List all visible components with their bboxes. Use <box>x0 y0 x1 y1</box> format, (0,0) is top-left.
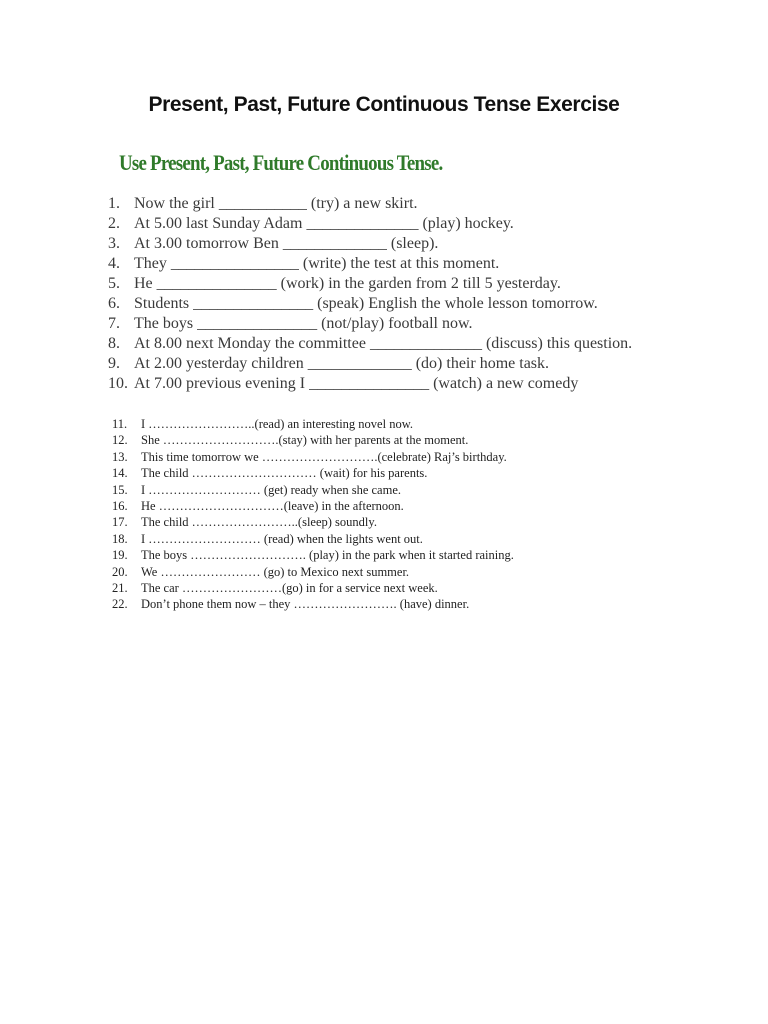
exercise-text: I ……………………..(read) an interesting novel now. <box>141 417 414 431</box>
exercise-number: 15. <box>112 482 128 497</box>
exercise-number: 18. <box>112 531 128 546</box>
exercise-item <box>108 334 728 354</box>
exercise-item <box>112 580 712 596</box>
exercise-text: At 7.00 previous evening I _______________ (watch) a new comedy <box>134 375 579 392</box>
exercise-number: 3. <box>108 235 120 252</box>
exercise-item <box>112 432 712 448</box>
exercise-item <box>112 482 712 498</box>
exercise-text: This time tomorrow we ……………………….(celebrate) Raj’s birthday. <box>141 449 507 464</box>
exercise-text: I ……………………… (read) when the lights went out. <box>141 531 423 546</box>
exercise-number: 9. <box>108 355 120 372</box>
exercise-number: 8. <box>108 335 120 352</box>
exercise-number: 2. <box>108 215 120 232</box>
exercise-list-part1 <box>108 194 728 394</box>
exercise-text: They ________________ (write) the test at this moment. <box>134 255 500 272</box>
exercise-text: The child ………………………… (wait) for his parents. <box>141 466 428 481</box>
exercise-number: 21. <box>112 581 128 596</box>
exercise-text: At 8.00 next Monday the committee ______________ (discuss) this question. <box>134 335 633 352</box>
exercise-item <box>108 314 728 334</box>
exercise-text: I ……………………… (get) ready when she came. <box>141 482 401 497</box>
exercise-number: 22. <box>112 597 128 612</box>
exercise-text: He _______________ (work) in the garden from 2 till 5 yesterday. <box>134 275 561 292</box>
exercise-list-part2 <box>112 416 712 613</box>
exercise-item <box>112 547 712 563</box>
exercise-item <box>112 531 712 547</box>
exercise-number: 14. <box>112 466 128 481</box>
exercise-item <box>108 254 728 274</box>
exercise-item <box>108 194 728 214</box>
page-title: Present, Past, Future Continuous Tense Exercise <box>148 93 620 116</box>
exercise-item <box>108 354 728 374</box>
exercise-number: 19. <box>112 548 128 563</box>
exercise-text: He …………………………(leave) in the afternoon. <box>141 499 404 514</box>
exercise-number: 10. <box>108 375 128 392</box>
exercise-item <box>112 564 712 580</box>
exercise-text: At 5.00 last Sunday Adam ______________ (play) hockey. <box>134 215 514 232</box>
exercise-item <box>108 274 728 294</box>
exercise-number: 13. <box>112 449 128 464</box>
exercise-text: Students _______________ (speak) English the whole lesson tomorrow. <box>134 295 598 312</box>
exercise-item <box>112 596 712 612</box>
exercise-text: The boys ………………………. (play) in the park when it started raining. <box>141 548 514 563</box>
exercise-text: At 2.00 yesterday children _____________ (do) their home task. <box>134 355 550 372</box>
exercise-number: 7. <box>108 315 120 332</box>
exercise-text: We …………………… (go) to Mexico next summer. <box>141 564 410 579</box>
exercise-number: 6. <box>108 295 120 312</box>
exercise-text: She ……………………….(stay) with her parents at the moment. <box>141 433 469 448</box>
exercise-item <box>108 214 728 234</box>
exercise-text: The child ……………………..(sleep) soundly. <box>141 515 377 530</box>
exercise-text: Don’t phone them now – they ……………………. (have) dinner. <box>141 597 470 612</box>
exercise-number: 20. <box>112 564 128 579</box>
exercise-item <box>108 294 728 314</box>
exercise-number: 16. <box>112 499 128 514</box>
exercise-item <box>112 449 712 465</box>
exercise-number: 17. <box>112 515 128 530</box>
section-heading: Use Present, Past, Future Continuous Tense. <box>119 150 443 175</box>
exercise-number: 1. <box>108 195 120 212</box>
exercise-item <box>108 234 728 254</box>
exercise-number: 4. <box>108 255 120 272</box>
exercise-item <box>108 374 728 394</box>
exercise-item <box>112 416 712 432</box>
exercise-number: 12. <box>112 433 128 448</box>
exercise-number: 11. <box>112 417 128 431</box>
exercise-item <box>112 465 712 481</box>
exercise-item <box>112 498 712 514</box>
exercise-text: At 3.00 tomorrow Ben _____________ (sleep). <box>134 235 439 252</box>
exercise-item <box>112 514 712 530</box>
exercise-text: The car ……………………(go) in for a service next week. <box>141 581 438 596</box>
exercise-text: Now the girl ___________ (try) a new skirt. <box>134 195 418 212</box>
exercise-text: The boys _______________ (not/play) football now. <box>134 315 473 332</box>
exercise-number: 5. <box>108 275 120 292</box>
